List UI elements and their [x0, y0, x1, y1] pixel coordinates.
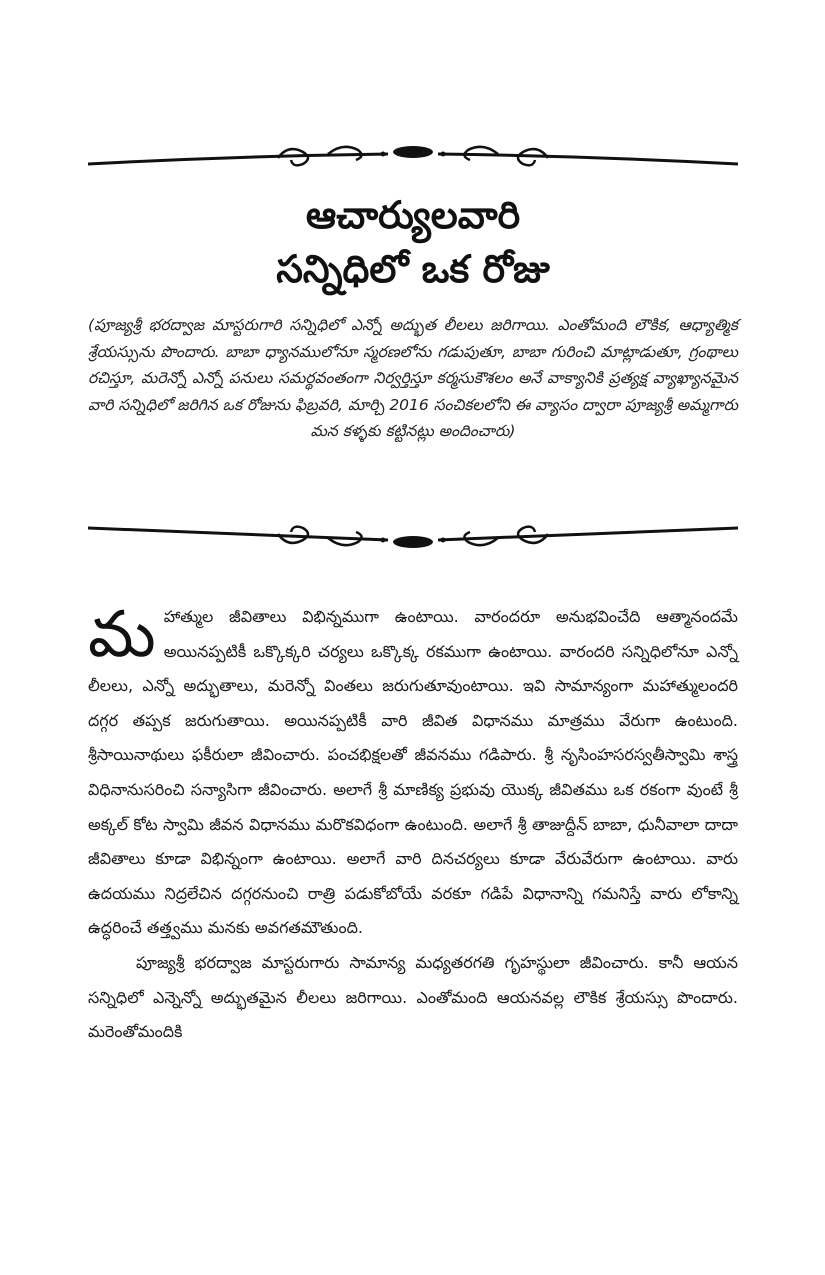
- drop-cap: మ: [88, 598, 156, 672]
- article-body: [88, 600, 738, 1050]
- body-paragraph-1: [88, 600, 738, 946]
- article-title-line-1: ఆచార్యులవారి: [305, 193, 521, 237]
- body-paragraph-2: పూజ్యశ్రీ భరద్వాజ మాస్టరుగారు సామాన్య మధ్యతరగతి గృహస్థులా జీవించారు. కానీ ఆయన సన్నిధిలో ఎన్నెన్నో అద్భుతమైన లీలలు జరిగాయి. ఎంతోమంది ఆయనవల్ల లౌకిక శ్రేయస్సు పొందారు. మరెంతోమందికి: [88, 952, 738, 1042]
- article-title-line-2: సన్నిధిలో ఒక రోజు: [276, 247, 550, 291]
- article-intro: (పూజ్యశ్రీ భరద్వాజ మాస్టరుగారి సన్నిధిలో ఎన్నో అద్భుత లీలలు జరిగాయి. ఎంతోమంది లౌకిక, ఆధ్యాత్మిక శ్రేయస్సును పొందారు. బాబా ధ్యానములోనూ స్మరణలోను గడుపుతూ, బాబా గురించి మాట్లాడుతూ, గ్రంథాలు రచిస్తూ, మరెన్నో ఎన్నో పనులు సమర్థవంతంగా నిర్వర్తిస్తూ కర్మసుకౌశలం అనే వాక్యానికి ప్రత్యక్ష వ్యాఖ్యానమైన వారి సన్నిధిలో జరిగిన ఒక రోజును ఫిబ్రవరి, మార్చి 2016 సంచికలలోని ఈ వ్యాసం ద్వారా పూజ్యశ్రీ అమ్మగారు మన కళ్ళకు కట్టినట్లు అందించారు): [88, 316, 738, 440]
- ornament-divider-bottom: [88, 518, 738, 558]
- ornament-divider-top: [88, 138, 738, 178]
- paragraph-1-text: హాత్ముల జీవితాలు విభిన్నముగా ఉంటాయి. వారందరూ అనుభవించేది ఆత్మానందమే అయినప్పటికీ ఒక్కొక్కరి చర్యలు ఒక్కొక్క రకముగా ఉంటాయి. వారందరి సన్నిధిలోనూ ఎన్నో లీలలు, ఎన్నో అద్భుతాలు, మరెన్నో వింతలు జరుగుతూవుంటాయి. ఇవి సామాన్యంగా మహాత్ములందరి దగ్గర తప్పక జరుగుతాయి. అయినప్పటికీ వారి జీవిత విధానము మాత్రము వేరుగా ఉంటుంది. శ్రీసాయినాథులు ఫకీరులా జీవించారు. పంచభిక్షలతో జీవనము గడిపారు. శ్రీ నృసింహసరస్వతీస్వామి శాస్త్ర విధినానుసరించి సన్యాసిగా జీవించారు. అలాగే శ్రీ మాణిక్య ప్రభువు యొక్క జీవితము ఒక రకంగా వుంటే శ్రీ అక్కల్ కోట స్వామి జీవన విధానము మరొకవిధంగా ఉంటుంది. అలాగే శ్రీ తాజుద్దీన్ బాబా, ధునీవాలా దాదా జీవితాలు కూడా విభిన్నంగా ఉంటాయి. అలాగే వారి దినచర్యలు కూడా వేరువేరుగా ఉంటాయి. వారు ఉదయము నిద్రలేచిన దగ్గరనుంచి రాత్రి పడుకోబోయే వరకూ గడిపే విధానాన్ని గమనిస్తే వారు లోకాన్ని ఉద్ధరించే తత్త్వము మనకు అవగతమౌతుంది.: [88, 607, 738, 938]
